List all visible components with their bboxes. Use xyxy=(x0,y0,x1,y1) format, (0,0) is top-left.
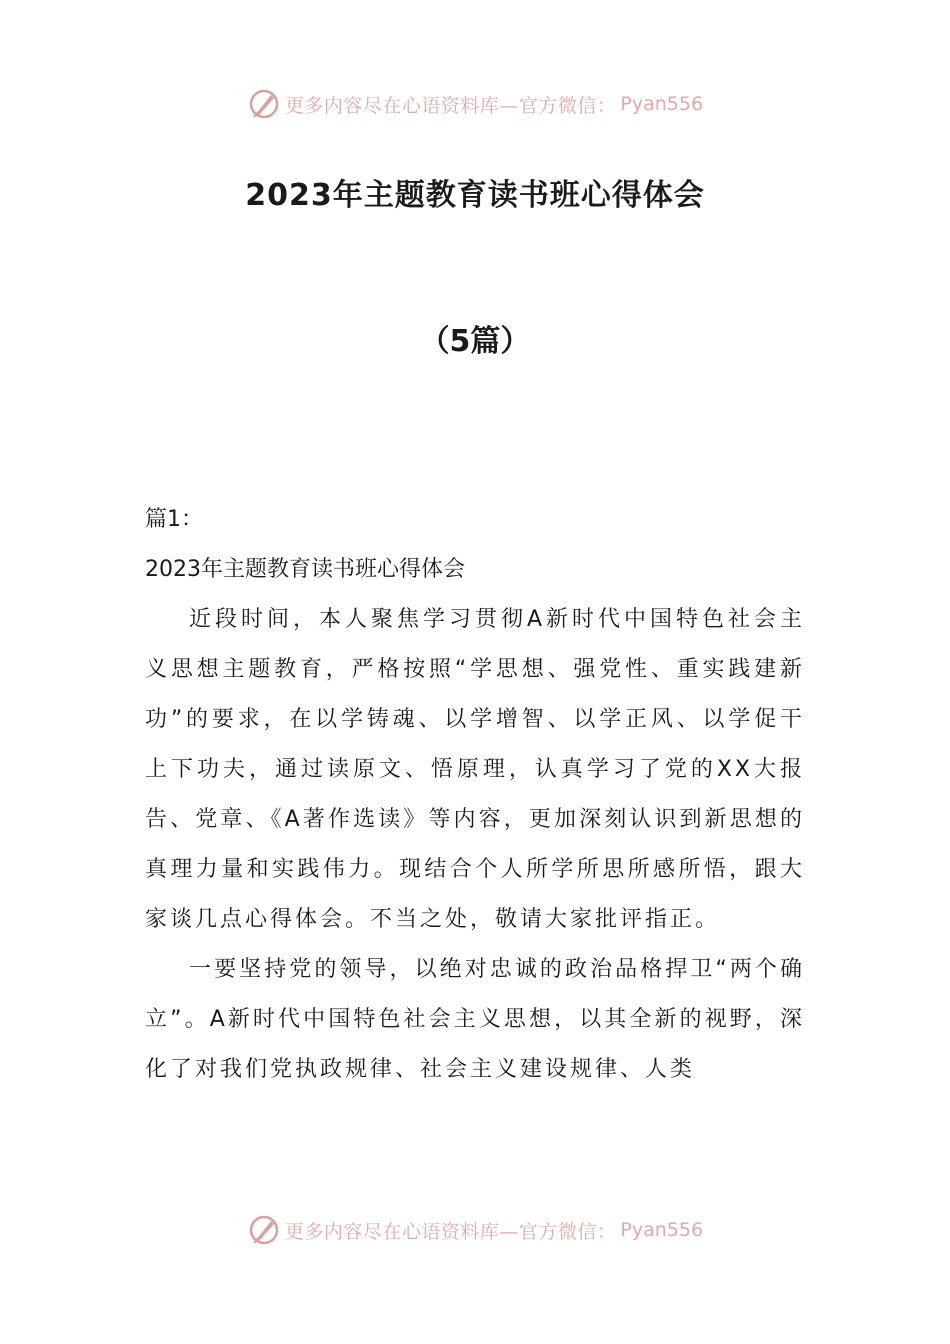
paragraph: 一要坚持党的领导，以绝对忠诚的政治品格捍卫“两个确立”。A新时代中国特色社会主义思想，以其全新的视野，深化了对我们党执政规律、社会主义建设规律、人类 xyxy=(145,957,805,1082)
watermark-wechat-id: Pyan556 xyxy=(620,93,704,115)
watermark-slogan: 更多内容尽在心语资料库—官方微信： xyxy=(284,1220,617,1243)
document-title: 2023年主题教育读书班心得体会 xyxy=(245,178,705,213)
document-body xyxy=(145,495,805,1095)
document-subtitle: （5篇） xyxy=(419,324,531,359)
quill-logo-icon xyxy=(247,1213,281,1247)
footer-watermark xyxy=(0,1210,950,1250)
quill-logo-icon xyxy=(247,87,281,121)
watermark-slogan: 更多内容尽在心语资料库—官方微信： xyxy=(284,94,617,117)
paragraph: 近段时间，本人聚焦学习贯彻A新时代中国特色社会主义思想主题教育，严格按照“学思想、强党性、重实践建新功”的要求，在以学铸魂、以学增智、以学正风、以学促干上下功夫，通过读原文、悟原理，认真学习了党的XX大报告、党章、《A著作选读》等内容，更加深刻认识到新思想的真理力量和实践伟力。现结合个人所学所思所感所悟，跟大家谈几点心得体会。不当之处，敬请大家批评指正。 xyxy=(145,607,805,932)
section-title: 2023年主题教育读书班心得体会 xyxy=(145,557,465,582)
watermark-wechat-id: Pyan556 xyxy=(620,1219,704,1241)
header-watermark xyxy=(0,84,950,124)
section-label: 篇1： xyxy=(145,507,203,532)
